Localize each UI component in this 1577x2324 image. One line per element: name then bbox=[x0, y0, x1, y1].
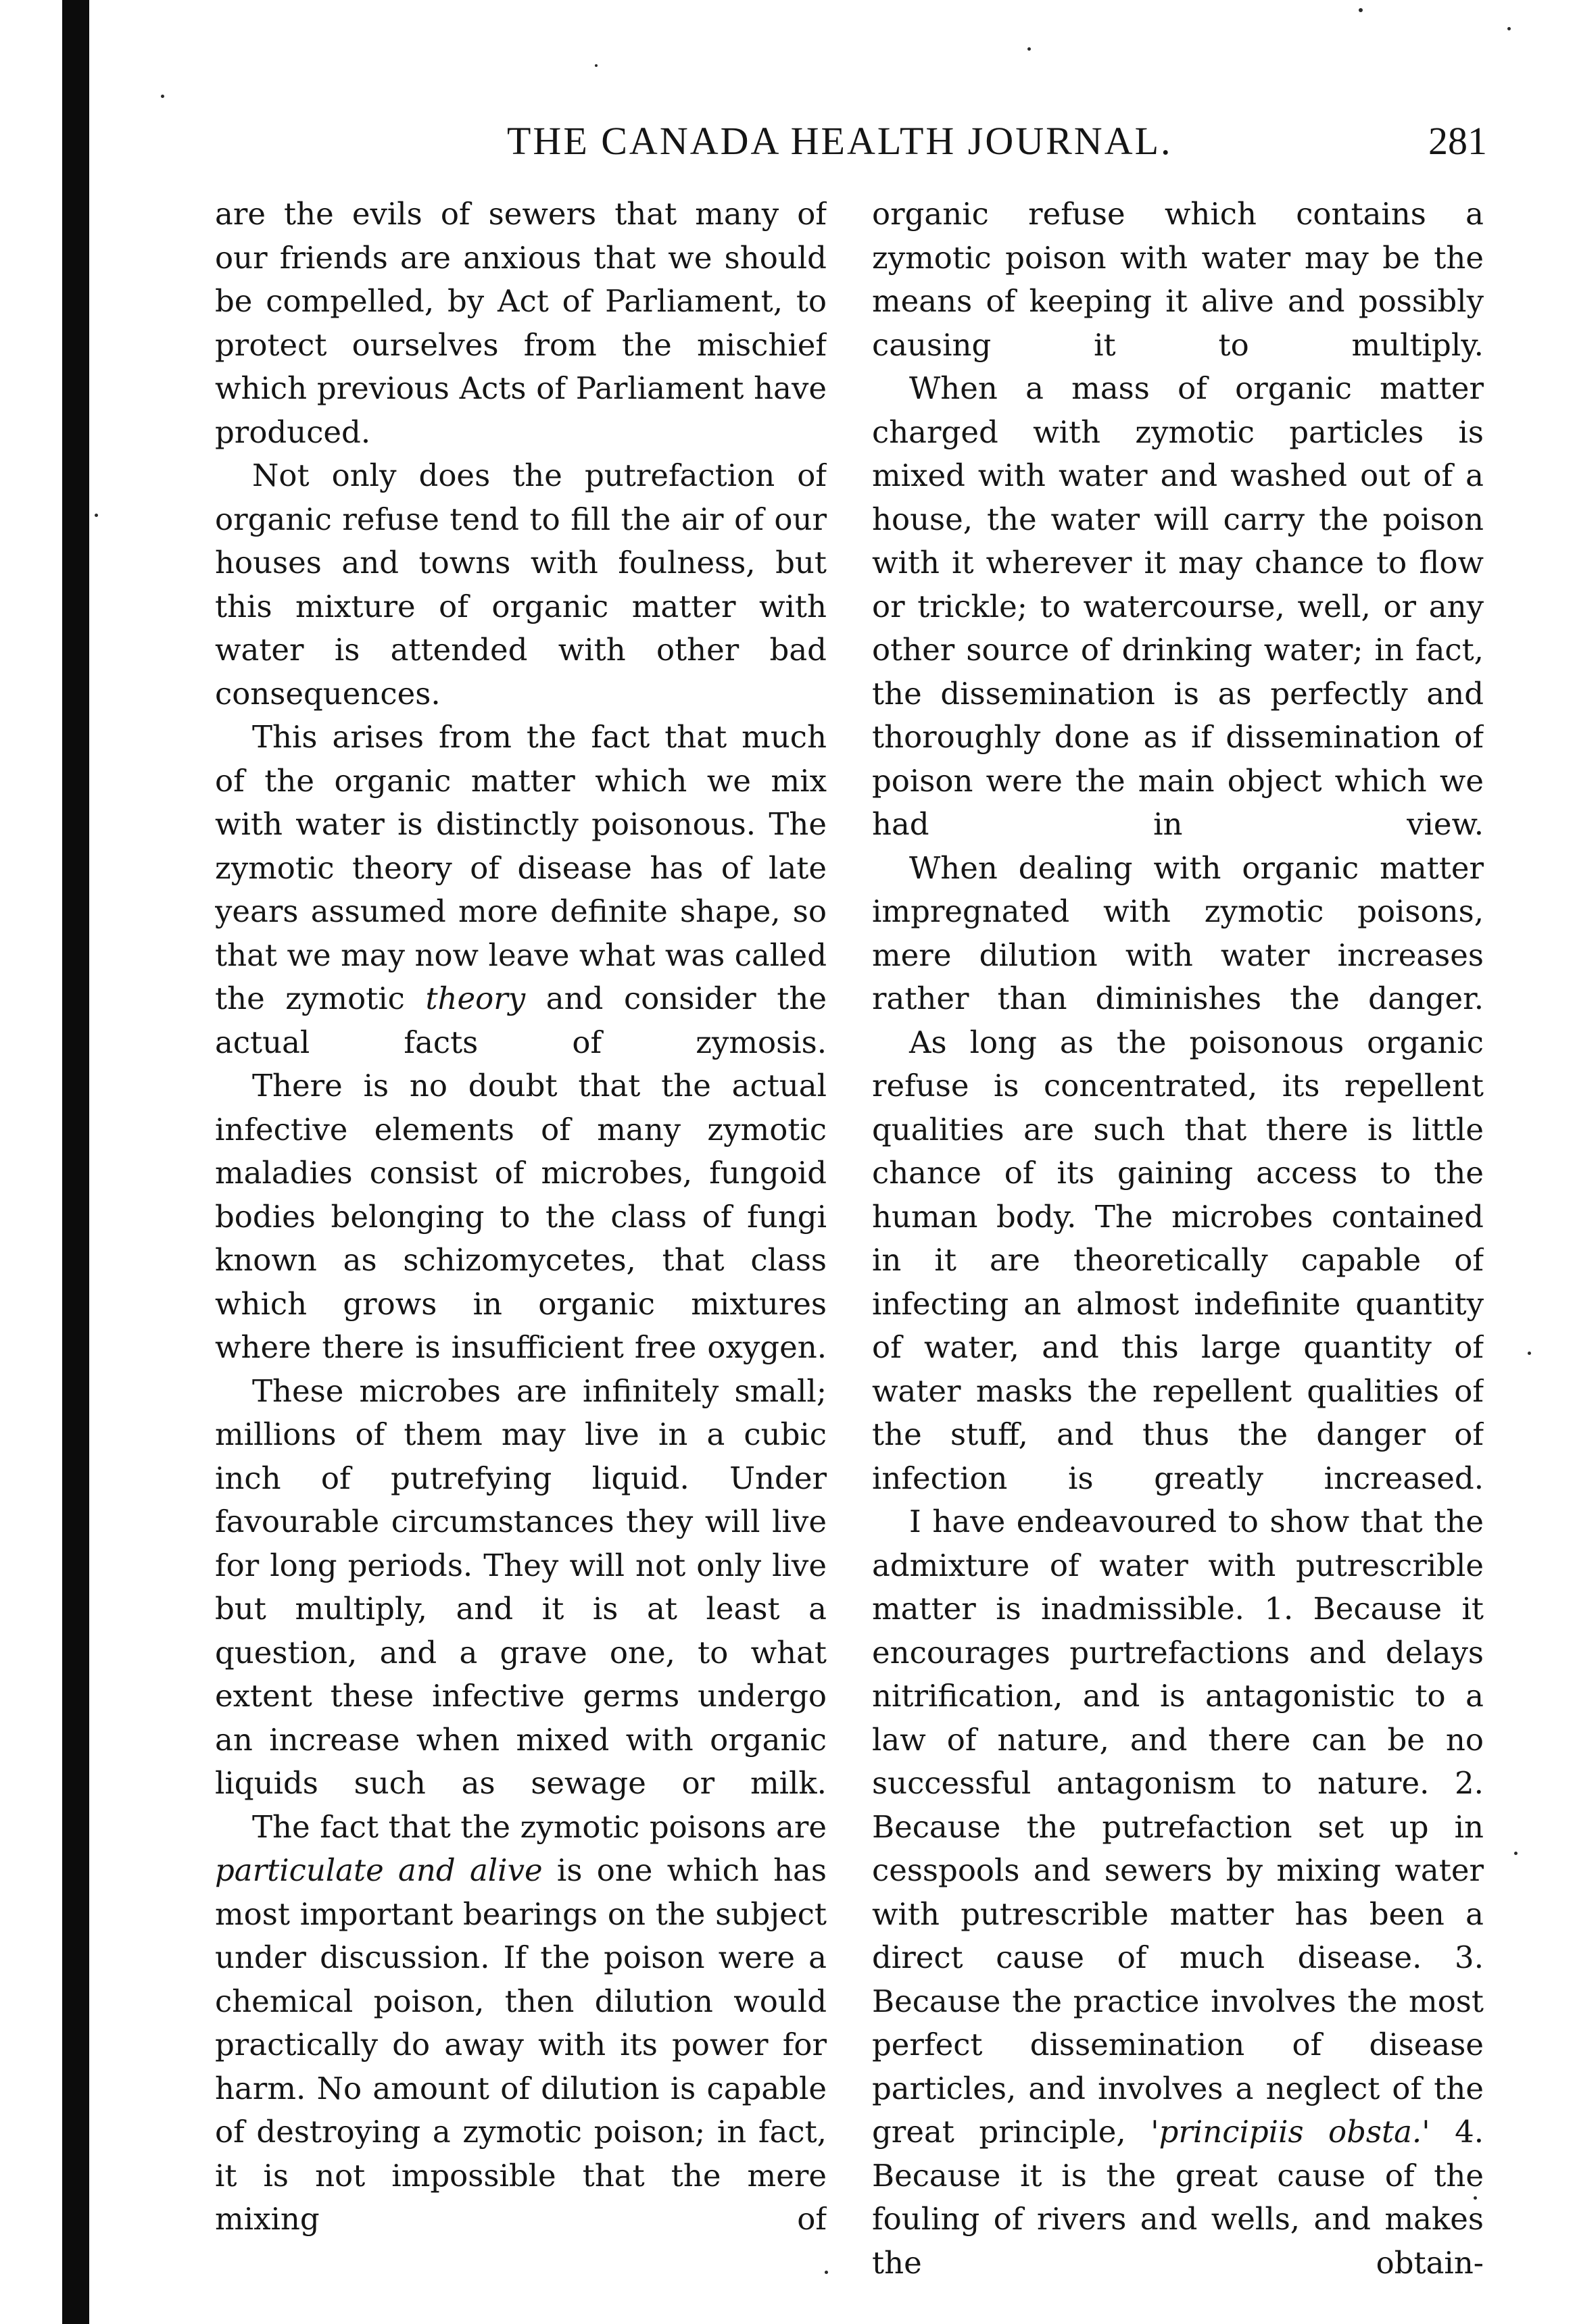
text-run: and consider the actual facts of zymosis. bbox=[215, 981, 827, 1060]
paragraph: As long as the poisonous organic refuse is concentrated, its repellent qualities are such that there is little chance of its gaining access to the human body. The microbes contained in it are theoretically capable of infecting an almost indefinite quantity of water, and this large quantity of water masks the repellent qualities of the stuff, and thus the danger of infection is greatly increased. bbox=[872, 1024, 1484, 1496]
italic-text: 'principiis obsta.' bbox=[1150, 2114, 1430, 2150]
running-head: THE CANADA HEALTH JOURNAL. bbox=[507, 119, 1173, 163]
ink-speck bbox=[1027, 47, 1031, 51]
page-header bbox=[216, 112, 1487, 172]
ink-speck bbox=[95, 514, 98, 517]
ink-speck bbox=[1514, 1852, 1518, 1855]
ink-speck bbox=[825, 2271, 828, 2274]
left-column bbox=[215, 193, 827, 2288]
paragraph: When dealing with organic matter impregnated with zymotic poisons, mere dilution with water increases rather than diminishes the danger. bbox=[872, 849, 1484, 1016]
page-number: 281 bbox=[1428, 119, 1487, 163]
ink-speck bbox=[1359, 8, 1363, 12]
paragraph: are the evils of sewers that many of our friends are anxious that we should be compelled, by Act of Parliament, to protect ourselves from the mischief which previous Acts of Parliament have produced. bbox=[215, 196, 827, 450]
ink-speck bbox=[595, 64, 598, 67]
paragraph: These microbes are infinitely small; millions of them may live in a cubic inch of putrefying liquid. Under favourable circumstances they will live for long periods. They will not only live but multiply, and it is at least a question, and a grave one, to what extent these infective germs undergo an increase when mixed with organic liquids such as sewage or milk. bbox=[215, 1373, 827, 1801]
paragraph bbox=[215, 716, 827, 1064]
binding-shadow bbox=[62, 0, 89, 2324]
paragraph: There is no doubt that the actual infective elements of many zymotic maladies consist of microbes, fungoid bodies belonging to the class of fungi known as schizomycetes, that class which grows in organic mixtures where there is insufficient free oxygen. bbox=[215, 1068, 827, 1365]
italic-text: theory bbox=[425, 981, 526, 1016]
italic-text: particulate and alive bbox=[215, 1852, 543, 1888]
ink-speck bbox=[1474, 2196, 1477, 2200]
ink-speck bbox=[1507, 27, 1511, 30]
paragraph: organic refuse which contains a zymotic poison with water may be the means of keeping it alive and possibly causing it to multiply. bbox=[872, 196, 1484, 363]
text-run: is one which has most important bearings on the subject under discussion. If the poison were a chemical poison, then dilution would practically do away with its power for harm. No amount of dilution is capable of destroying a zymotic poison; in fact, it is not impossible that the mere mixing of bbox=[215, 1852, 827, 2237]
paragraph bbox=[872, 1500, 1484, 2285]
text-run: I have endeavoured to show that the admixture of water with putrescrible matter is inadmissible. 1. Because it encourages purtrefactions and delays nitrification, and is antagonistic to a law of nature, and there can be no successful antagonism to nature. 2. Because the putrefaction set up in cesspools and sewers by mixing water with putrescrible matter has been a direct cause of much disease. 3. Because the practice involves the most perfect dissemination of disease particles, and involves a neglect of the great principle, bbox=[872, 1504, 1484, 2150]
text-run: This arises from the fact that much of the organic matter which we mix with water is distinctly poisonous. The zymotic theory of disease has of late years assumed more definite shape, so that we may now leave what was called the zymotic bbox=[215, 719, 827, 1016]
paragraph bbox=[215, 1806, 827, 2242]
text-run: 4. Because it is the great cause of the fouling of rivers and wells, and makes the obtain- bbox=[872, 2114, 1484, 2281]
ink-speck bbox=[161, 95, 164, 98]
right-column bbox=[872, 193, 1484, 2288]
paragraph: Not only does the putrefaction of organic refuse tend to fill the air of our houses and towns with foulness, but this mixture of organic matter with water is attended with other bad consequences. bbox=[215, 458, 827, 712]
paragraph: When a mass of organic matter charged with zymotic particles is mixed with water and washed out of a house, the water will carry the poison with it wherever it may chance to flow or trickle; to watercourse, well, or any other source of drinking water; in fact, the dissemination is as perfectly and thoroughly done as if dissemination of poison were the main object which we had in view. bbox=[872, 370, 1484, 842]
ink-speck bbox=[1528, 1352, 1531, 1355]
text-run: The fact that the zymotic poisons are bbox=[252, 1808, 827, 1845]
